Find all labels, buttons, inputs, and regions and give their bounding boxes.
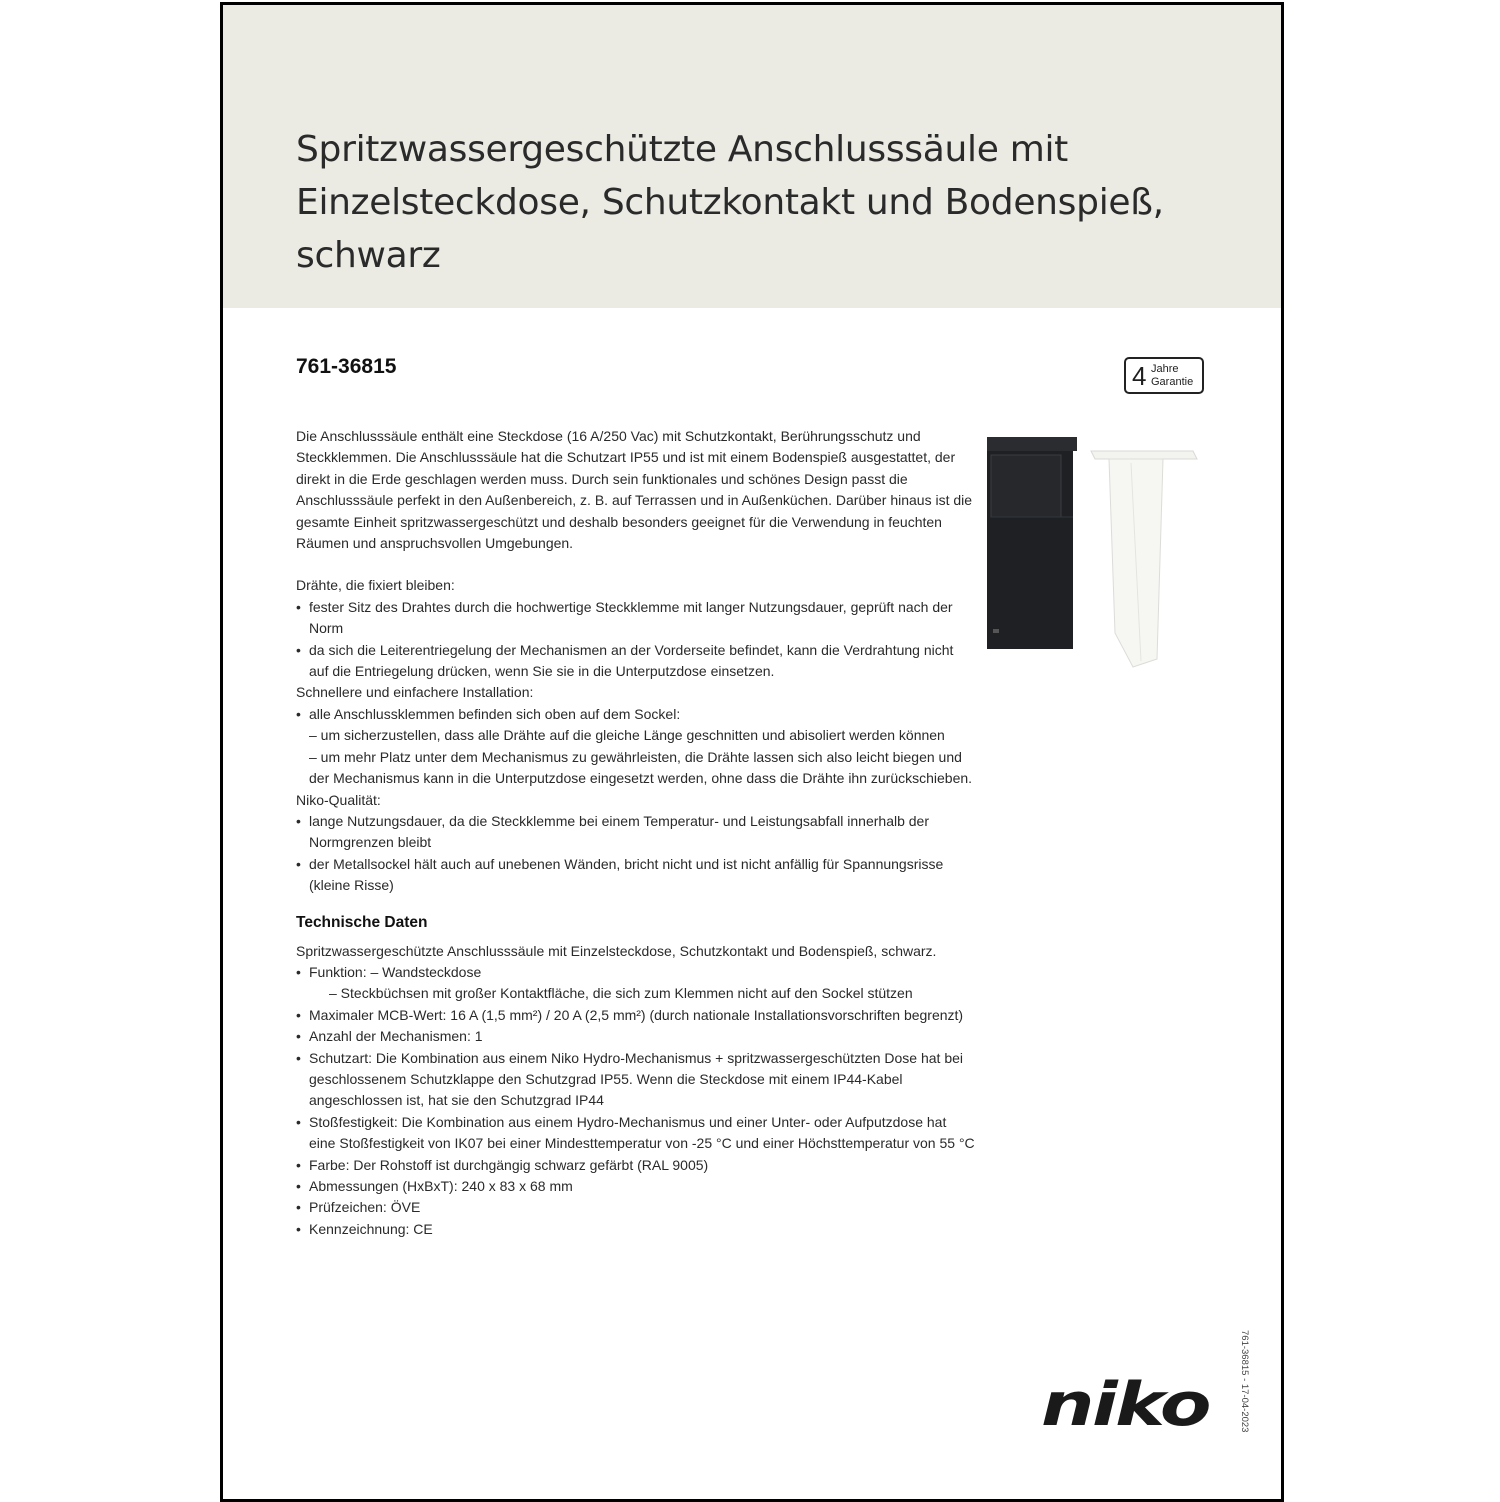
header-band [223,5,1281,308]
wires-heading: Drähte, die fixiert bleiben: [296,577,455,594]
document-code-text: 761-36815 - 17-04-2023 [1239,1330,1250,1433]
installation-heading: Schnellere und einfachere Installation: [296,684,534,701]
niko-logo-text: niko [1041,1378,1210,1434]
niko-logo [1041,1378,1211,1434]
main-content [296,426,976,1240]
list-item: • Schutzart: Die Kombination aus einem Niko Hydro-Mechanismus + spritzwassergeschützten Dose hat bei geschlossenem Schutzklappe den Schutzgrad IP55. Wenn die Steckdose mit einem IP44-Kabel angeschlossen ist, hat sie den Schutzgrad IP44 [296,1048,976,1112]
quality-heading: Niko-Qualität: [296,791,381,808]
tech-heading: Technische Daten [296,913,428,931]
list-item: • Kennzeichnung: CE [296,1219,976,1240]
document-code [1238,1330,1252,1440]
list-item: • Prüfzeichen: ÖVE [296,1197,976,1218]
list-item: • der Metallsockel hält auch auf unebenen Wänden, bricht nicht und ist nicht anfällig für Spannungsrisse (kleine Risse) [296,854,976,897]
warranty-years: 4 [1132,361,1147,391]
list-item: • da sich die Leiterentriegelung der Mechanismen an der Vorderseite befindet, kann die Verdrahtung nicht auf die Entriegelung drücken, wenn Sie sie in die Unterputzdose einsetzen. [296,640,976,683]
list-subitem: – Steckbüchsen mit großer Kontaktfläche, die sich zum Klemmen nicht auf den Sockel stützen [329,985,913,1002]
list-item: • lange Nutzungsdauer, da die Steckklemme bei einem Temperatur- und Leistungsabfall innerhalb der Normgrenzen bleibt [296,811,976,854]
list-item: • Funktion: – Wandsteckdose [296,962,976,983]
socket-flap [991,455,1061,517]
installation-list [296,704,976,790]
list-subitem: – um sicherzustellen, dass alle Drähte auf die gleiche Länge geschnitten und abisoliert werden können [309,727,945,744]
warranty-label-1: Jahre [1151,363,1179,375]
article-number: 761-36815 [296,355,397,378]
list-item: • fester Sitz des Drahtes durch die hochwertige Steckklemme mit langer Nutzungsdauer, geprüft nach der Norm [296,597,976,640]
list-item: • Abmessungen (HxBxT): 240 x 83 x 68 mm [296,1176,976,1197]
product-image [981,433,1201,673]
column-lid [987,437,1077,451]
description: Die Anschlusssäule enthält eine Steckdose (16 A/250 Vac) mit Schutzkontakt, Berührungsschutz und Steckklemmen. Die Anschlusssäule hat die Schutzart IP55 und ist mit einem Bodenspieß ausgestattet, der direkt in die Erde geschlagen werden muss. Durch sein funktionales und schönes Design passt die Anschlusssäule perfekt in den Außenbereich, z. B. auf Terrassen und in Außenküchen. Darüber hinaus ist die gesamte Einheit spritzwassergeschützt und deshalb besonders geeignet für die Verwendung in feuchten Räumen und anspruchsvollen Umgebungen. [296,428,973,552]
list-item: • Farbe: Der Rohstoff ist durchgängig schwarz gefärbt (RAL 9005) [296,1155,976,1176]
page-title: Spritzwassergeschützte Anschlusssäule mit Einzelsteckdose, Schutzkontakt und Bodenspieß, schwarz [296,129,1164,276]
list-subitem: – um mehr Platz unter dem Mechanismus zu gewährleisten, die Drähte lassen sich also leicht biegen und der Mechanismus kann in die Unterputzdose eingesetzt werden, ohne dass die Drähte ihn zurückschieben. [309,748,973,787]
list-item: • Stoßfestigkeit: Die Kombination aus einem Hydro-Mechanismus und einer Unter- oder Aufputzdose hat eine Stoßfestigkeit von IK07 bei einer Mindesttemperatur von -25 °C und einer Höchsttemperatur von 55 °C [296,1112,976,1155]
list-item: • Maximaler MCB-Wert: 16 A (1,5 mm²) / 20 A (2,5 mm²) (durch nationale Installationsvorschriften begrenzt) [296,1005,976,1026]
datasheet-page [220,2,1284,1502]
quality-list [296,811,976,897]
list-item: • Anzahl der Mechanismen: 1 [296,1026,976,1047]
warranty-badge [1124,357,1204,394]
warranty-label-2: Garantie [1151,376,1194,388]
ground-spike-plate [1091,451,1197,459]
tech-list [296,962,976,1240]
wires-list [296,597,976,683]
list-item: • alle Anschlussklemmen befinden sich oben auf dem Sockel: [296,704,976,725]
tech-intro: Spritzwassergeschützte Anschlusssäule mit Einzelsteckdose, Schutzkontakt und Bodenspieß, schwarz. [296,942,937,959]
